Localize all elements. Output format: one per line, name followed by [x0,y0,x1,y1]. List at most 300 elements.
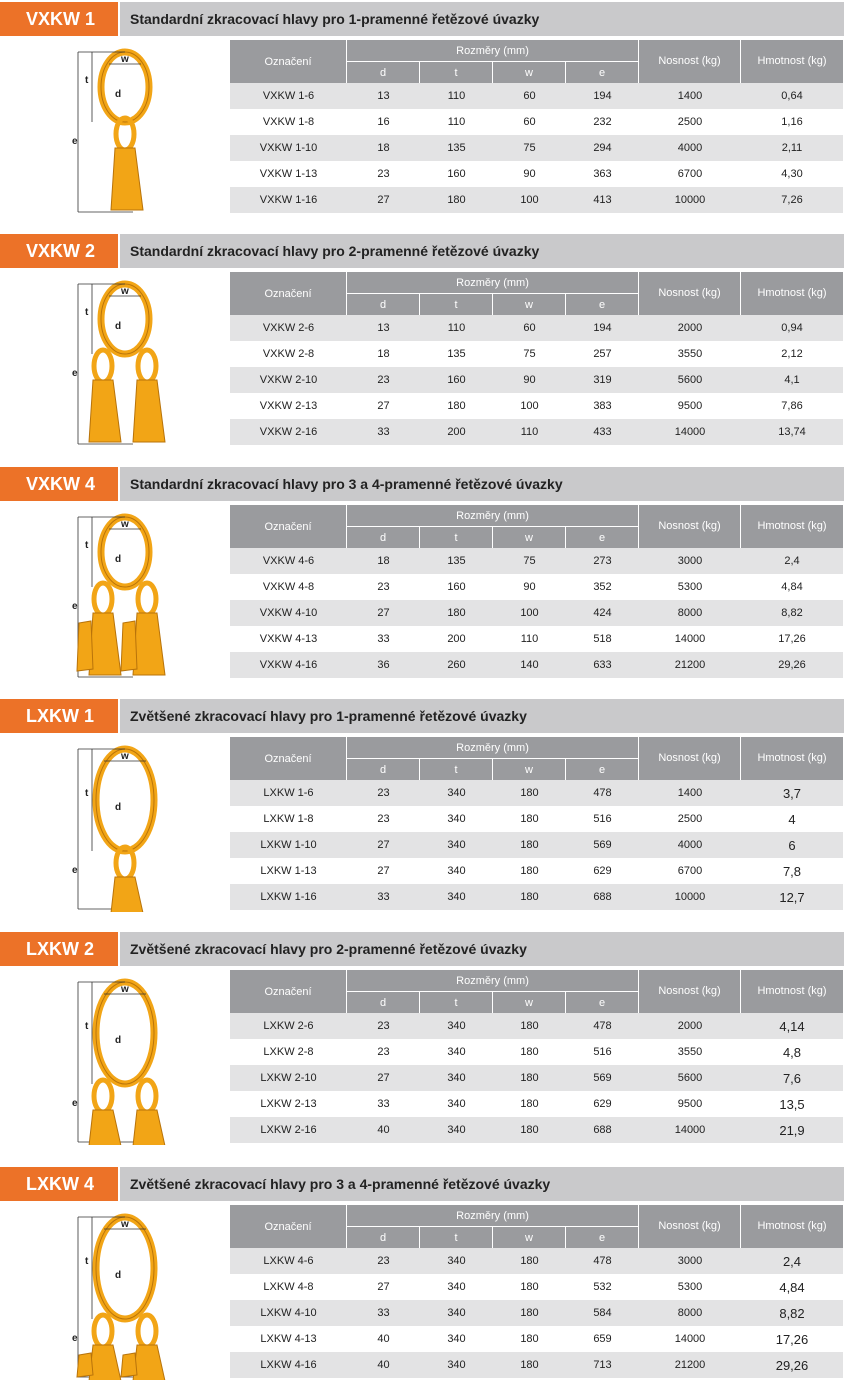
cell-designation: VXKW 4-8 [262,581,315,593]
table-cell: 75 [523,348,536,360]
label-d: d [115,89,122,100]
table-row [230,1039,843,1065]
table-cell: 27 [377,865,390,877]
table-cell: 23 [347,780,420,806]
shortening-clutch [89,380,121,442]
table-cell: 569 [566,1065,639,1091]
table-cell: 8000 [639,600,741,626]
table-cell: 40 [377,1333,390,1345]
table-cell: 5600 [639,1065,741,1091]
table-cell: 135 [420,135,493,161]
table-cell: 160 [447,168,466,180]
section-title: Standardní zkracovací hlavy pro 2-pramenné řetězové úvazky [120,234,844,268]
table-row [230,1352,843,1378]
table-cell: 180 [493,884,566,910]
table-cell: 27 [347,1065,420,1091]
table-cell: 4,30 [781,168,803,180]
section-code-badge: LXKW 1 [0,699,118,733]
label-d: d [115,802,122,813]
cell-designation: LXKW 2-16 [230,1117,347,1143]
table-cell: 33 [347,884,420,910]
section-code-badge: VXKW 1 [0,2,118,36]
table-cell: 3000 [639,548,741,574]
table-cell: 90 [523,581,536,593]
product-section [0,0,844,215]
table-cell: 8,82 [741,600,843,626]
table-row [230,367,843,393]
table-cell: 27 [347,187,420,213]
table-cell: 60 [493,83,566,109]
table-cell: 232 [593,116,612,128]
header-dim-d: d [347,992,420,1013]
cell-designation: VXKW 4-6 [230,548,347,574]
table-cell: 340 [447,1333,466,1345]
table-cell: 90 [523,168,536,180]
table-cell: 23 [347,367,420,393]
label-w: w [121,751,129,762]
table-row [230,315,843,341]
table-cell: 100 [493,600,566,626]
table-row [230,1091,843,1117]
table-cell: 6700 [677,168,703,180]
table-cell: 340 [420,780,493,806]
table-cell: 7,86 [781,400,803,412]
table-row [230,341,843,367]
header-dim-w: w [493,294,566,315]
table-cell: 584 [566,1300,639,1326]
header-capacity: Nosnost (kg) [639,737,741,780]
table-cell: 340 [420,884,493,910]
table-row [230,1117,843,1143]
table-cell: 340 [420,1248,493,1274]
table-cell: 60 [523,116,536,128]
table-cell: 532 [593,1281,612,1293]
table-row [230,548,843,574]
table-cell: 180 [447,400,466,412]
product-illustration [40,737,210,912]
table-cell: 18 [377,348,390,360]
table-row [230,393,843,419]
table-cell: 27 [377,400,390,412]
table-cell: 110 [420,83,493,109]
cell-designation: VXKW 4-10 [230,600,347,626]
table-cell: 36 [347,652,420,678]
section-title: Zvětšené zkracovací hlavy pro 3 a 4-pramenné řetězové úvazky [120,1167,844,1201]
header-dim-d: d [347,527,420,548]
table-cell: 180 [520,813,539,825]
label-d: d [115,554,122,565]
table-row [230,1248,843,1274]
table-cell: 12,7 [741,884,843,910]
table-cell: 5300 [677,1281,703,1293]
product-illustration [40,970,210,1145]
header-dim-d: d [347,294,420,315]
section-code-badge: VXKW 4 [0,467,118,501]
header-designation: Označení [230,272,347,315]
table-cell: 2000 [639,315,741,341]
header-dim-d: d [347,759,420,780]
table-cell: 21200 [639,652,741,678]
header-capacity: Nosnost (kg) [639,40,741,83]
table-cell: 33 [347,1300,420,1326]
table-cell: 294 [566,135,639,161]
label-d: d [115,321,122,332]
shortening-head-illustration [40,970,210,1145]
cell-designation: LXKW 4-16 [230,1352,347,1378]
shortening-clutch [77,1353,93,1377]
label-t: t [85,540,89,551]
table-row [230,574,843,600]
table-cell: 27 [377,1281,390,1293]
table-cell: 16 [377,116,390,128]
spec-table [230,40,843,213]
table-cell: 13,5 [779,1096,805,1112]
label-t: t [85,1021,89,1032]
section-title: Zvětšené zkracovací hlavy pro 1-pramenné řetězové úvazky [120,699,844,733]
table-cell: 8000 [639,1300,741,1326]
header-capacity: Nosnost (kg) [639,1205,741,1248]
table-cell: 180 [493,1248,566,1274]
shortening-clutch [89,613,121,675]
table-cell: 273 [566,548,639,574]
cell-designation: VXKW 1-16 [230,187,347,213]
shortening-clutch [121,1353,137,1377]
label-t: t [85,788,89,799]
header-dimensions: Rozměry (mm) [347,272,639,294]
table-row [230,652,843,678]
table-cell: 180 [493,1013,566,1039]
label-w: w [121,519,129,530]
shortening-clutch [89,1110,121,1145]
table-cell: 40 [347,1117,420,1143]
header-designation: Označení [230,1205,347,1248]
header-capacity: Nosnost (kg) [639,970,741,1013]
table-cell: 0,64 [741,83,843,109]
table-cell: 14000 [639,419,741,445]
table-row [230,832,843,858]
cell-designation: LXKW 1-6 [230,780,347,806]
header-dim-w: w [493,1227,566,1248]
table-cell: 14000 [674,1333,706,1345]
table-cell: 23 [377,813,390,825]
table-cell: 13 [347,315,420,341]
table-cell: 518 [593,633,612,645]
table-cell: 340 [420,1065,493,1091]
table-cell: 40 [347,1352,420,1378]
header-dim-e: e [566,992,639,1013]
table-cell: 33 [377,1098,390,1110]
table-cell: 4,84 [779,1279,805,1295]
table-cell: 4,14 [741,1013,843,1039]
section-code-badge: LXKW 2 [0,932,118,966]
table-cell: 340 [447,1046,466,1058]
shortening-head-illustration [40,40,210,215]
table-cell: 433 [566,419,639,445]
product-section [0,465,844,680]
shortening-clutch [111,148,143,210]
table-cell: 340 [420,1013,493,1039]
table-cell: 2000 [639,1013,741,1039]
table-row [230,135,843,161]
table-cell: 180 [493,780,566,806]
shortening-clutch [133,380,165,442]
table-cell: 659 [593,1333,612,1345]
table-cell: 135 [447,348,466,360]
table-cell: 383 [593,400,612,412]
table-cell: 340 [447,1281,466,1293]
table-cell: 14000 [674,633,706,645]
table-cell: 3000 [639,1248,741,1274]
table-cell: 180 [493,1117,566,1143]
label-d: d [115,1035,122,1046]
product-illustration [40,1205,210,1380]
label-t: t [85,75,89,86]
table-cell: 180 [493,1300,566,1326]
label-w: w [121,286,129,297]
table-cell: 21,9 [741,1117,843,1143]
shortening-clutch [89,1345,121,1380]
table-cell: 180 [520,1333,539,1345]
table-cell: 352 [593,581,612,593]
intermediate-link [94,583,112,615]
table-cell: 319 [566,367,639,393]
table-cell: 516 [593,813,612,825]
table-cell: 60 [493,315,566,341]
table-header-row [230,272,843,294]
table-cell: 713 [566,1352,639,1378]
table-cell: 340 [447,865,466,877]
cell-designation: VXKW 2-10 [230,367,347,393]
table-cell: 10000 [639,884,741,910]
product-section [0,930,844,1145]
table-cell: 100 [520,400,539,412]
table-cell: 363 [593,168,612,180]
header-dim-e: e [566,294,639,315]
header-weight: Hmotnost (kg) [741,1205,843,1248]
table-cell: 180 [520,865,539,877]
table-cell: 7,26 [741,187,843,213]
table-cell: 29,26 [741,1352,843,1378]
cell-designation: VXKW 1-8 [262,116,315,128]
intermediate-link [138,1315,156,1347]
table-cell: 13 [347,83,420,109]
table-cell: 478 [566,780,639,806]
table-cell: 29,26 [741,652,843,678]
table-row [230,1013,843,1039]
table-cell: 4,84 [781,581,803,593]
table-cell: 100 [493,187,566,213]
table-row [230,806,843,832]
label-e: e [72,136,78,147]
section-title: Standardní zkracovací hlavy pro 1-pramenné řetězové úvazky [120,2,844,36]
header-dim-w: w [493,759,566,780]
header-weight: Hmotnost (kg) [741,737,843,780]
label-e: e [72,368,78,379]
spec-table [230,272,843,445]
header-designation: Označení [230,970,347,1013]
table-header-row [230,737,843,759]
label-e: e [72,1098,78,1109]
table-cell: 160 [447,581,466,593]
table-row [230,83,843,109]
table-cell: 8,82 [741,1300,843,1326]
header-dimensions: Rozměry (mm) [347,1205,639,1227]
table-cell: 9500 [677,400,703,412]
product-section [0,1165,844,1380]
cell-designation: LXKW 1-13 [260,865,317,877]
header-dim-t: t [420,294,493,315]
table-cell: 200 [447,633,466,645]
header-dim-e: e [566,527,639,548]
table-cell: 27 [347,832,420,858]
shortening-head-illustration [40,272,210,447]
table-cell: 194 [566,83,639,109]
header-dimensions: Rozměry (mm) [347,505,639,527]
table-row [230,161,843,187]
table-cell: 7,6 [741,1065,843,1091]
table-cell: 340 [420,1352,493,1378]
cell-designation: LXKW 1-10 [230,832,347,858]
table-row [230,626,843,652]
intermediate-link [138,350,156,382]
table-cell: 180 [420,187,493,213]
header-dim-e: e [566,1227,639,1248]
header-dim-e: e [566,62,639,83]
table-cell: 6700 [677,865,703,877]
table-cell: 21200 [639,1352,741,1378]
table-cell: 688 [566,884,639,910]
cell-designation: LXKW 4-13 [260,1333,317,1345]
table-row [230,858,843,884]
label-e: e [72,865,78,876]
header-designation: Označení [230,737,347,780]
table-header-row [230,1205,843,1227]
table-cell: 257 [593,348,612,360]
table-cell: 27 [347,600,420,626]
spec-table [230,970,843,1143]
table-cell: 140 [493,652,566,678]
product-illustration [40,40,210,215]
table-cell: 14000 [639,1117,741,1143]
table-cell: 2,4 [741,548,843,574]
table-cell: 18 [347,135,420,161]
table-cell: 23 [377,1046,390,1058]
table-cell: 9500 [677,1098,703,1110]
cell-designation: LXKW 1-16 [230,884,347,910]
table-cell: 17,26 [778,633,806,645]
shortening-clutch [111,877,143,912]
spec-table [230,505,843,678]
cell-designation: LXKW 2-6 [230,1013,347,1039]
table-cell: 5600 [639,367,741,393]
table-cell: 478 [566,1248,639,1274]
table-cell: 110 [447,116,466,128]
table-cell: 4 [788,811,796,827]
table-cell: 180 [520,1098,539,1110]
table-cell: 1400 [639,780,741,806]
table-cell: 516 [593,1046,612,1058]
cell-designation: LXKW 2-13 [260,1098,317,1110]
header-weight: Hmotnost (kg) [741,272,843,315]
table-cell: 23 [347,1248,420,1274]
header-dim-w: w [493,527,566,548]
table-cell: 110 [520,633,539,645]
intermediate-link [94,1315,112,1347]
table-cell: 340 [447,1098,466,1110]
table-cell: 2500 [677,116,703,128]
header-dim-w: w [493,62,566,83]
table-cell: 180 [520,1046,539,1058]
header-dimensions: Rozměry (mm) [347,737,639,759]
cell-designation: VXKW 1-6 [230,83,347,109]
header-dim-t: t [420,992,493,1013]
table-cell: 160 [420,367,493,393]
table-cell: 3550 [677,1046,703,1058]
label-e: e [72,1333,78,1344]
table-cell: 340 [420,1117,493,1143]
table-cell: 13,74 [741,419,843,445]
table-cell: 10000 [639,187,741,213]
table-cell: 5300 [677,581,703,593]
table-cell: 413 [566,187,639,213]
table-cell: 688 [566,1117,639,1143]
table-cell: 424 [566,600,639,626]
table-cell: 4,8 [782,1044,802,1060]
section-code-badge: VXKW 2 [0,234,118,268]
shortening-clutch [121,621,137,671]
header-weight: Hmotnost (kg) [741,40,843,83]
table-row [230,109,843,135]
shortening-head-illustration [40,737,210,912]
label-t: t [85,307,89,318]
table-row [230,419,843,445]
section-title: Standardní zkracovací hlavy pro 3 a 4-pramenné řetězové úvazky [120,467,844,501]
table-cell: 194 [566,315,639,341]
cell-designation: LXKW 4-10 [230,1300,347,1326]
cell-designation: VXKW 2-8 [262,348,315,360]
table-cell: 180 [520,1281,539,1293]
table-cell: 2,4 [741,1248,843,1274]
cell-designation: LXKW 2-10 [230,1065,347,1091]
intermediate-link [94,350,112,382]
header-capacity: Nosnost (kg) [639,505,741,548]
shortening-head-illustration [40,505,210,680]
header-capacity: Nosnost (kg) [639,272,741,315]
table-cell: 110 [493,419,566,445]
header-dimensions: Rozměry (mm) [347,40,639,62]
cell-designation: VXKW 4-13 [259,633,318,645]
header-dim-d: d [347,62,420,83]
table-row [230,600,843,626]
header-dim-t: t [420,62,493,83]
shortening-clutch [133,1110,165,1145]
header-dim-t: t [420,1227,493,1248]
cell-designation: VXKW 2-6 [230,315,347,341]
table-cell: 23 [377,168,390,180]
table-cell: 7,8 [782,863,802,879]
table-cell: 4,1 [741,367,843,393]
intermediate-link [138,583,156,615]
shortening-clutch [133,613,165,675]
table-cell: 629 [593,865,612,877]
table-cell: 629 [593,1098,612,1110]
table-cell: 4000 [639,832,741,858]
table-cell: 3,7 [741,780,843,806]
table-cell: 0,94 [741,315,843,341]
section-code-badge: LXKW 4 [0,1167,118,1201]
table-cell: 340 [420,832,493,858]
table-cell: 23 [377,581,390,593]
